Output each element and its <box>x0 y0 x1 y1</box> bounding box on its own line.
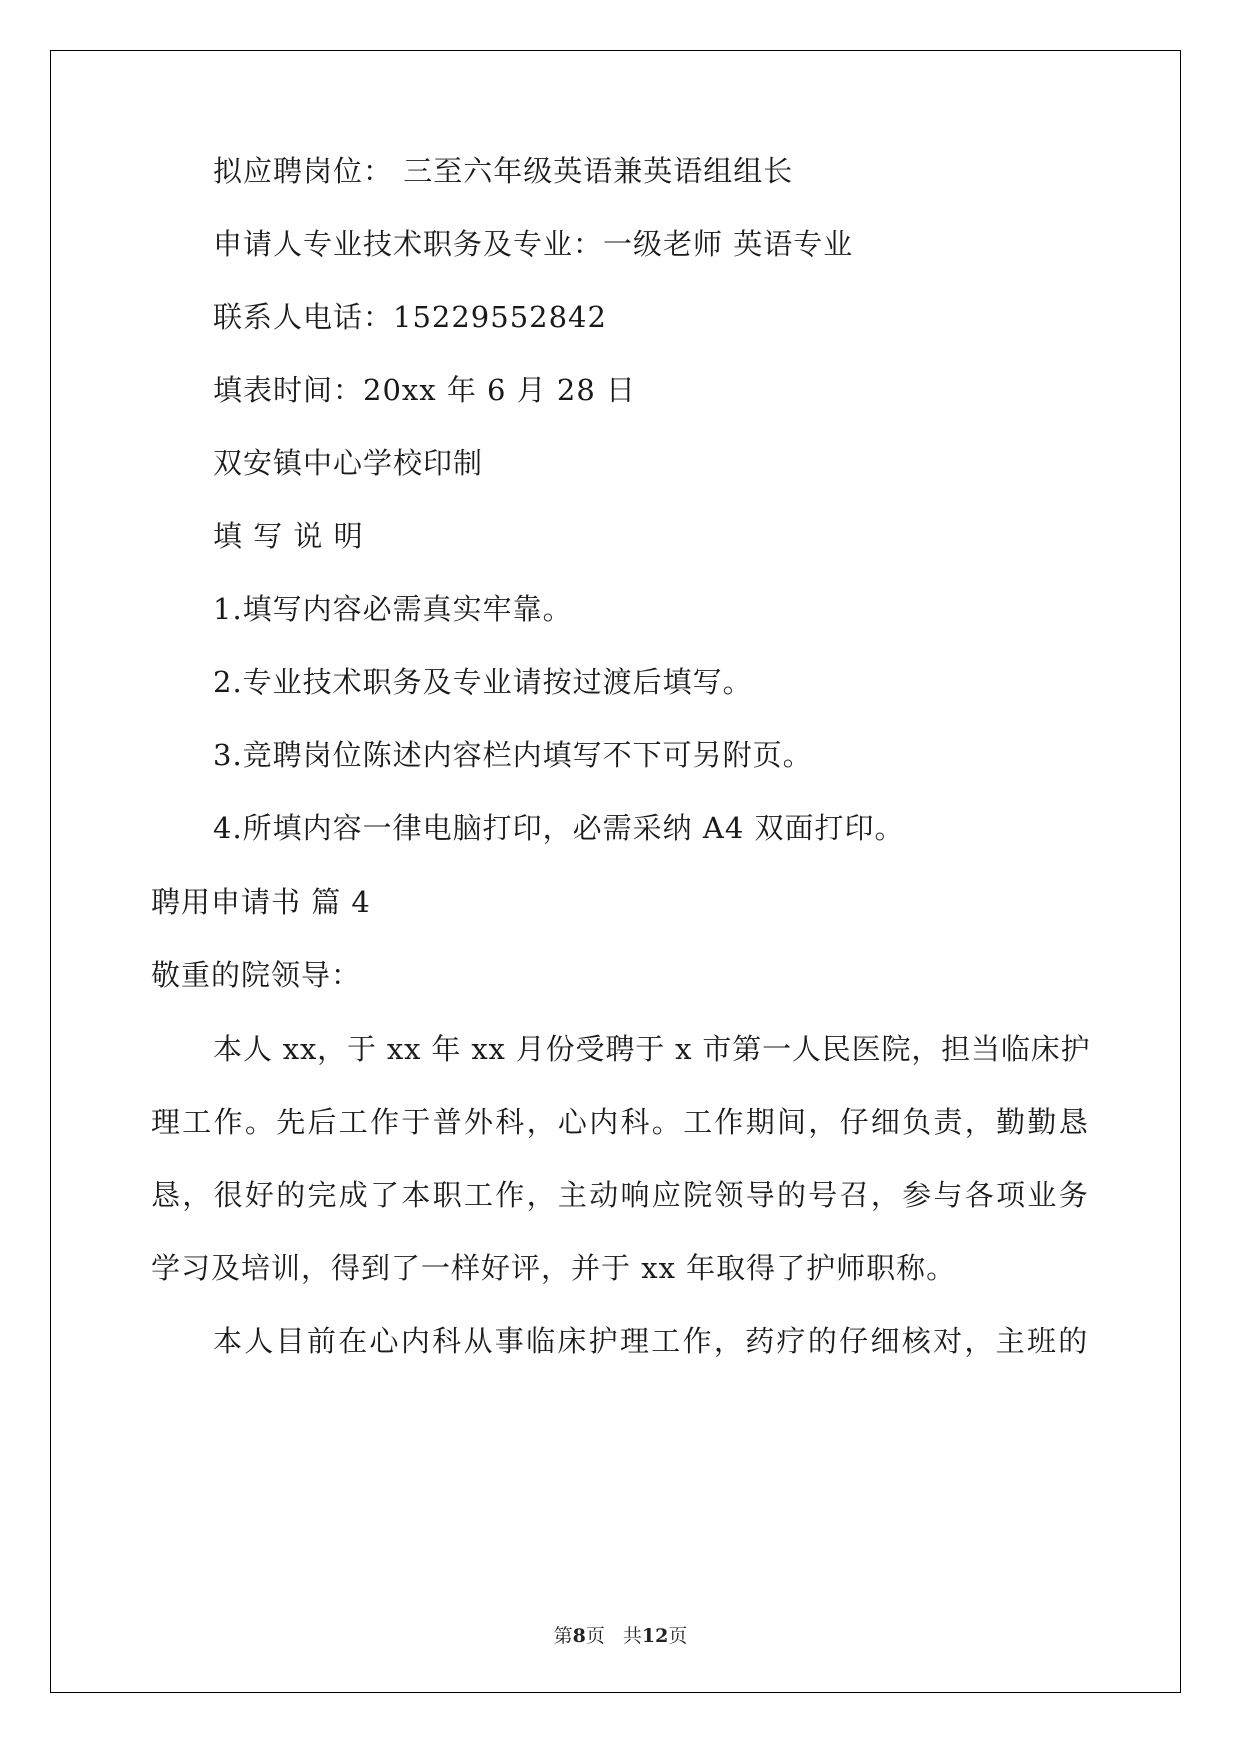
letter-title: 聘用申请书 篇 4 <box>151 885 371 919</box>
paragraph-line: 恳，很好的完成了本职工作，主动响应院领导的号召，参与各项业务 <box>151 1178 1091 1212</box>
letter-salutation: 敬重的院领导： <box>151 958 362 992</box>
instruction-item: 1.填写内容必需真实牢靠。 <box>213 592 573 626</box>
paragraph-line: 本人 xx，于 xx 年 xx 月份受聘于 x 市第一人民医院，担当临床护 <box>213 1032 1091 1066</box>
instruction-item: 3.竞聘岗位陈述内容栏内填写不下可另附页。 <box>213 738 813 772</box>
page-footer <box>0 1624 1241 1648</box>
page-total: 12 <box>641 1625 669 1647</box>
paragraph-line: 学习及培训，得到了一样好评，并于 xx 年取得了护师职称。 <box>151 1251 957 1285</box>
page-label-mid: 页 <box>585 1625 605 1647</box>
printer-line: 双安镇中心学校印制 <box>213 446 484 480</box>
position-line: 拟应聘岗位： 三至六年级英语兼英语组组长 <box>213 154 794 188</box>
paragraph-line: 本人目前在心内科从事临床护理工作，药疗的仔细核对，主班的 <box>213 1324 1090 1358</box>
instruction-item: 2.专业技术职务及专业请按过渡后填写。 <box>213 665 753 699</box>
date-line: 填表时间：20xx 年 6 月 28 日 <box>213 373 637 407</box>
total-prefix: 共 <box>622 1625 642 1647</box>
phone-line: 联系人电话：15229552842 <box>213 300 607 334</box>
paragraph-line: 理工作。先后工作于普外科，心内科。工作期间，仔细负责，勤勤恳 <box>151 1105 1091 1139</box>
instructions-heading: 填 写 说 明 <box>213 519 364 553</box>
page-label-prefix: 第 <box>553 1625 573 1647</box>
instruction-item: 4.所填内容一律电脑打印，必需采纳 A4 双面打印。 <box>213 811 905 845</box>
page-current: 8 <box>572 1625 586 1647</box>
total-suffix: 页 <box>668 1625 688 1647</box>
title-major-line: 申请人专业技术职务及专业：一级老师 英语专业 <box>213 227 854 261</box>
